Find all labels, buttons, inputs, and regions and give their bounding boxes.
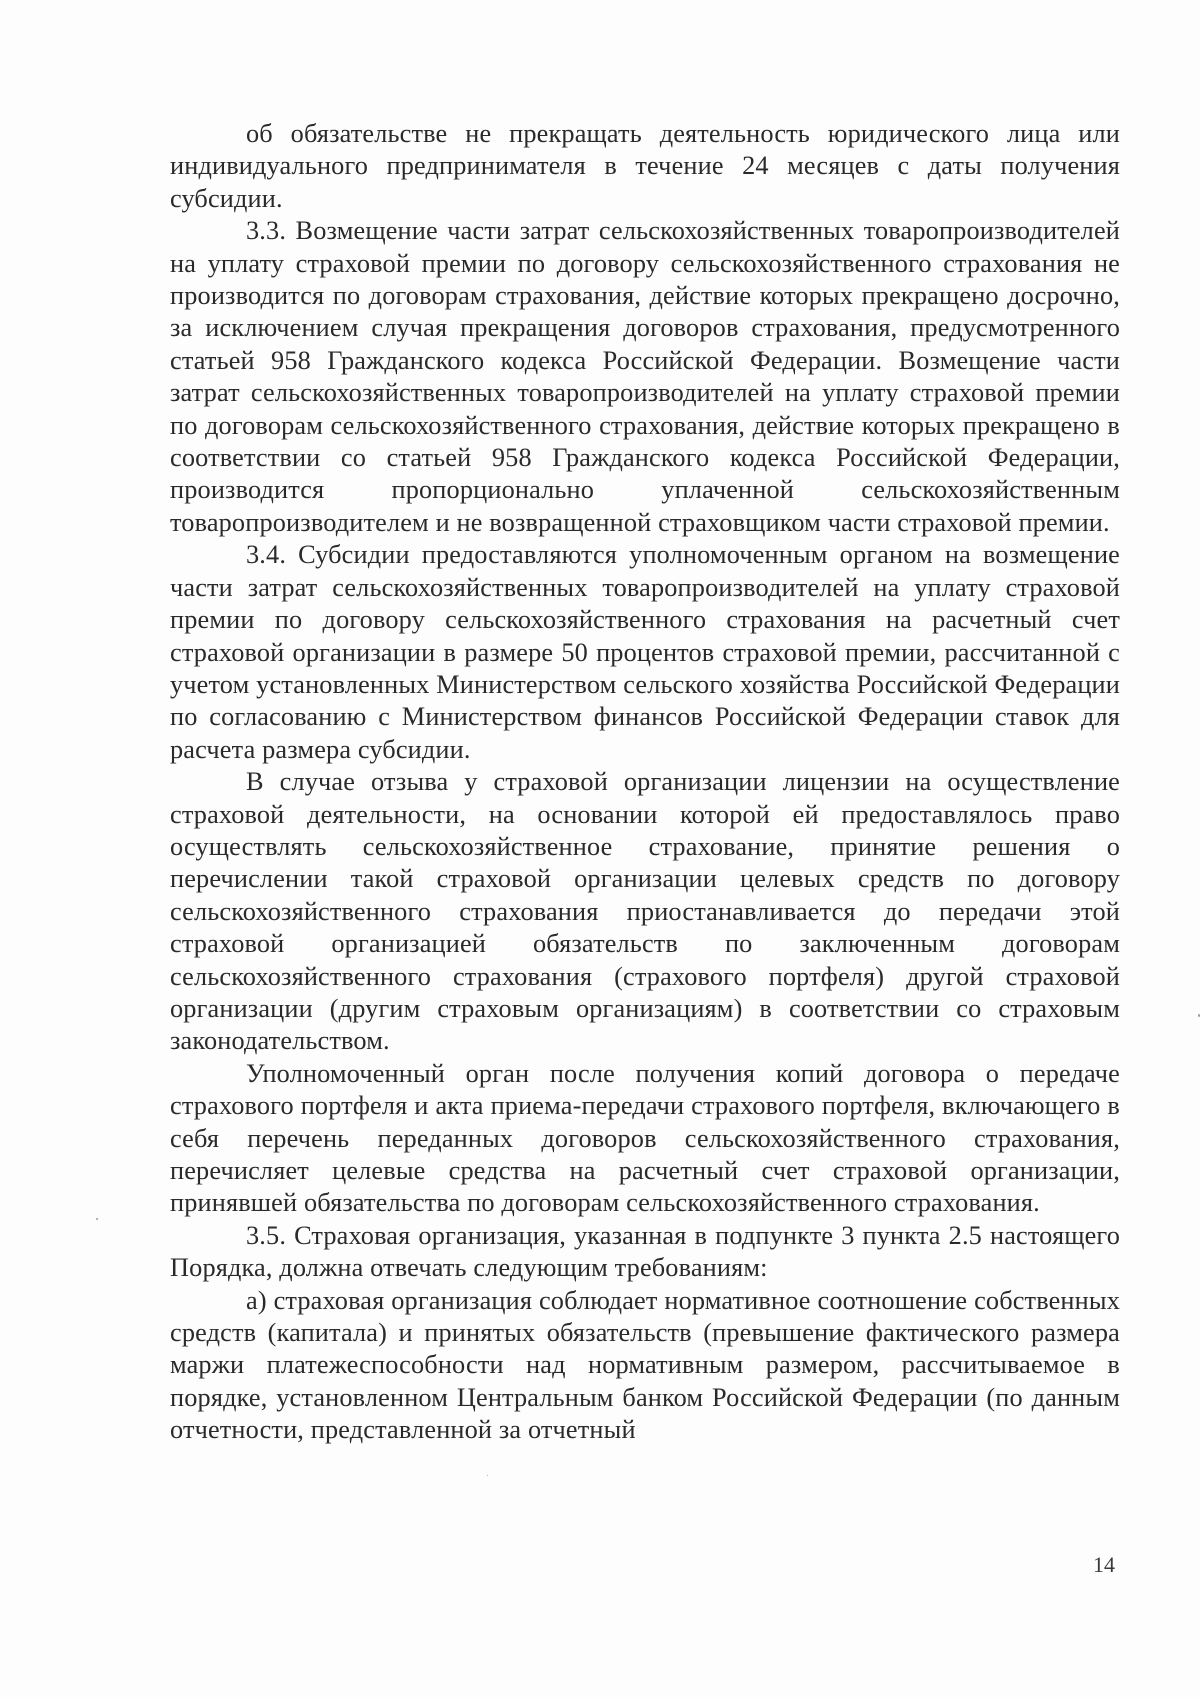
paragraph-3-4: 3.4. Субсидии предоставляются уполномоченным органом на возмещение части затрат сельскохозяйственных товаропроизводителей на уплату страховой премии по договору сельскохозяйственного страхования на расчетный счет страховой организации в размере 50 процентов страховой премии, рассчитанной с учетом установленных Министерством сельского хозяйства Российской Федерации по согласованию с Министерством финансов Российской Федерации ставок для расчета размера субсидии.	[170, 540, 1120, 764]
page-number: 14	[1093, 1552, 1115, 1577]
paragraph-requirement-a: а) страховая организация соблюдает нормативное соотношение собственных средств (капитала) и принятых обязательств (превышение фактического размера маржи платежеспособности над нормативным размером, рассчитываемое в порядке, установленном Центральным банком Российской Федерации (по данным отчетности, представленной за отчетный	[170, 1285, 1120, 1445]
paragraph-continuation: об обязательстве не прекращать деятельность юридического лица или индивидуального предпринимателя в течение 24 месяцев с даты получения субсидии.	[170, 119, 1120, 213]
paragraph-authorized-body: Уполномоченный орган после получения копий договора о передаче страхового портфеля и акта приема-передачи страхового портфеля, включающего в себя перечень переданных договоров сельскохозяйственного страхования, перечисляет целевые средства на расчетный счет страховой организации, принявшей обязательства по договорам сельскохозяйственного страхования.	[170, 1058, 1120, 1218]
scan-speck	[487, 1475, 488, 1476]
paragraph-3-3: 3.3. Возмещение части затрат сельскохозяйственных товаропроизводителей на уплату страховой премии по договору сельскохозяйственного страхования не производится по договорам страхования, действие которых прекращено досрочно, за исключением случая прекращения договоров страхования, предусмотренного статьей 958 Гражданского кодекса Российской Федерации. Возмещение части затрат сельскохозяйственных товаропроизводителей на уплату страховой премии по договорам сельскохозяйственного страхования, действие которых прекращено в соответствии со статьей 958 Гражданского кодекса Российской Федерации, производится пропорционально уплаченной сельскохозяйственным товаропроизводителем и не возвращенной страховщиком части страховой премии.	[170, 216, 1120, 537]
paragraph-license-revocation: В случае отзыва у страховой организации лицензии на осуществление страховой деятельности, на основании которой ей предоставлялось право осуществлять сельскохозяйственное страхование, принятие решения о перечислении такой страховой организации целевых средств по договору сельскохозяйственного страхования приостанавливается до передачи этой страховой организацией обязательств по заключенным договорам сельскохозяйственного страхования (страхового портфеля) другой страховой организации (другим страховым организациям) в соответствии со страховым законодательством.	[170, 767, 1120, 1056]
paragraph-3-5: 3.5. Страховая организация, указанная в подпункте 3 пункта 2.5 настоящего Порядка, должна отвечать следующим требованиям:	[170, 1220, 1120, 1283]
scan-speck	[96, 1218, 98, 1220]
document-body	[170, 118, 1120, 1447]
